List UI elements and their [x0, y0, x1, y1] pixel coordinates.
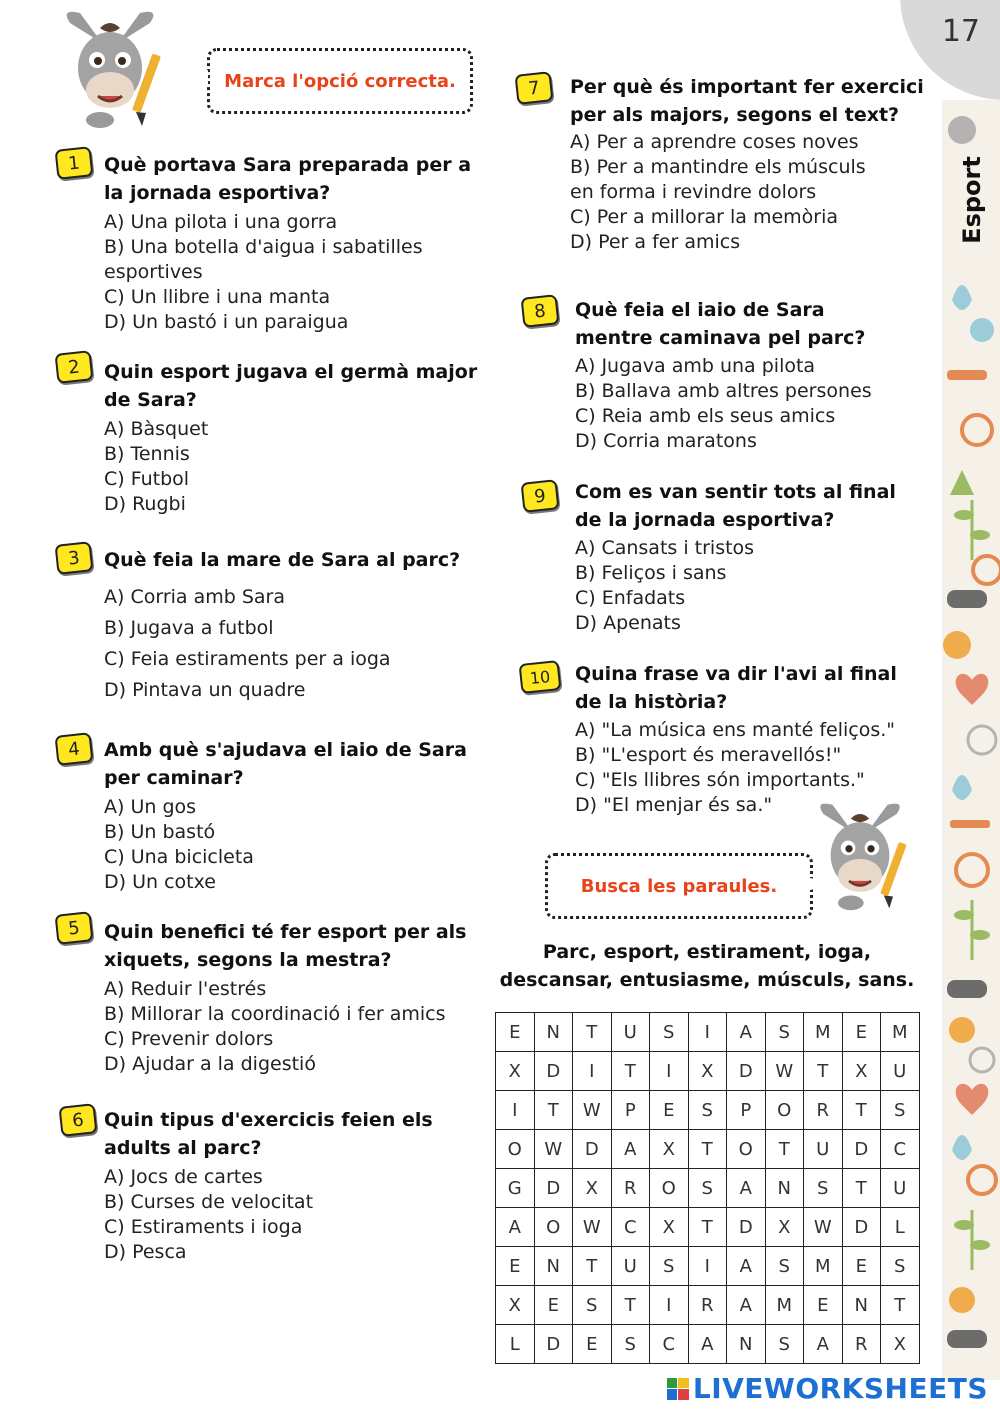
grid-row	[496, 1091, 920, 1130]
option[interactable]: D) Pintava un quadre	[104, 679, 306, 701]
grid-cell[interactable]: T	[688, 1130, 727, 1169]
grid-cell[interactable]: A	[611, 1130, 650, 1169]
grid-row	[496, 1247, 920, 1286]
word-search-grid[interactable]	[495, 1012, 920, 1364]
option[interactable]: D) Ajudar a la digestió	[104, 1053, 316, 1075]
grid-cell[interactable]: M	[804, 1013, 843, 1052]
option[interactable]: C) Enfadats	[575, 587, 686, 609]
grid-cell[interactable]: U	[881, 1169, 920, 1208]
grid-cell[interactable]: T	[688, 1208, 727, 1247]
question-text: Quin esport jugava el germà major de Sara?	[104, 361, 478, 411]
grid-cell[interactable]: O	[765, 1091, 804, 1130]
grid-cell[interactable]: S	[688, 1091, 727, 1130]
grid-cell[interactable]: A	[727, 1286, 766, 1325]
grid-cell[interactable]: O	[534, 1208, 573, 1247]
grid-cell[interactable]: E	[496, 1013, 535, 1052]
option[interactable]: B) Tennis	[104, 443, 190, 465]
grid-cell[interactable]: R	[611, 1169, 650, 1208]
grid-cell[interactable]: U	[611, 1247, 650, 1286]
question-number: 10	[519, 660, 562, 694]
option[interactable]: C) Feia estiraments per a ioga	[104, 648, 391, 670]
question-text: Què feia el iaio de Sara mentre caminava pel parc?	[575, 299, 866, 349]
grid-cell[interactable]: W	[765, 1052, 804, 1091]
options-list	[104, 1165, 313, 1265]
grid-cell[interactable]: U	[804, 1130, 843, 1169]
option[interactable]: C) Per a millorar la memòria	[570, 206, 839, 228]
option[interactable]: D) Rugbi	[104, 493, 186, 515]
question-number: 4	[55, 732, 94, 766]
option[interactable]: B) Millorar la coordinació i fer amics	[104, 1003, 446, 1025]
grid-cell[interactable]: P	[727, 1091, 766, 1130]
grid-cell[interactable]: S	[804, 1169, 843, 1208]
grid-cell[interactable]: M	[804, 1247, 843, 1286]
grid-cell[interactable]: X	[688, 1052, 727, 1091]
instruction-wordsearch-text: Busca les paraules.	[580, 875, 778, 897]
grid-cell[interactable]: M	[881, 1013, 920, 1052]
option[interactable]: B) Un bastó	[104, 821, 216, 843]
grid-cell[interactable]: D	[573, 1130, 612, 1169]
options-list	[104, 977, 446, 1077]
question-text: Què portava Sara preparada per a la jornada esportiva?	[104, 154, 472, 204]
grid-cell[interactable]: T	[881, 1286, 920, 1325]
question-text: Com es van sentir tots al final de la jornada esportiva?	[575, 481, 896, 531]
question-text: Quin tipus d'exercicis feien els adults al parc?	[104, 1109, 433, 1159]
grid-cell[interactable]: X	[765, 1208, 804, 1247]
page-number: 17	[941, 14, 980, 49]
option[interactable]: B) Curses de velocitat	[104, 1191, 314, 1213]
option[interactable]: B) "L'esport és meravellós!"	[575, 744, 842, 766]
grid-cell[interactable]: W	[573, 1208, 612, 1247]
grid-cell[interactable]: A	[496, 1208, 535, 1247]
grid-cell[interactable]: T	[842, 1091, 881, 1130]
options-list	[104, 210, 434, 335]
liveworksheets-logo	[667, 1372, 988, 1405]
grid-cell[interactable]: W	[573, 1091, 612, 1130]
section-label: Esport	[958, 156, 986, 244]
question-number: 3	[55, 541, 94, 575]
question-text: Quina frase va dir l'avi al final de la història?	[575, 663, 897, 713]
option[interactable]: A) Una pilota i una gorra	[104, 211, 338, 233]
option[interactable]: D) Per a fer amics	[570, 231, 741, 253]
grid-cell[interactable]: S	[765, 1013, 804, 1052]
option[interactable]: A) Reduir l'estrés	[104, 978, 267, 1000]
brand-logo-icon	[667, 1378, 689, 1400]
grid-cell[interactable]: E	[496, 1247, 535, 1286]
donkey-mascot-icon	[50, 8, 170, 137]
grid-cell[interactable]: T	[804, 1052, 843, 1091]
options-list	[570, 130, 890, 255]
grid-cell[interactable]: G	[496, 1169, 535, 1208]
grid-cell[interactable]: T	[611, 1052, 650, 1091]
grid-cell[interactable]: D	[534, 1325, 573, 1364]
option[interactable]: D) Corria maratons	[575, 430, 757, 452]
option[interactable]: A) Un gos	[104, 796, 197, 818]
grid-row	[496, 1286, 920, 1325]
grid-cell[interactable]: I	[573, 1052, 612, 1091]
grid-cell[interactable]: S	[688, 1169, 727, 1208]
grid-cell[interactable]: I	[650, 1286, 689, 1325]
option[interactable]: C) Reia amb els seus amics	[575, 405, 836, 427]
question-number: 5	[55, 911, 94, 945]
question-text: Què feia la mare de Sara al parc?	[104, 549, 461, 571]
option[interactable]: B) Feliços i sans	[575, 562, 727, 584]
grid-cell[interactable]: S	[650, 1013, 689, 1052]
option[interactable]: D) Un bastó i un paraigua	[104, 311, 349, 333]
grid-row	[496, 1130, 920, 1169]
options-list	[575, 354, 872, 454]
option[interactable]: B) Ballava amb altres persones	[575, 380, 872, 402]
option[interactable]: B) Jugava a futbol	[104, 617, 274, 639]
grid-cell[interactable]: S	[881, 1247, 920, 1286]
option[interactable]: A) Jugava amb una pilota	[575, 355, 816, 377]
options-list	[104, 795, 254, 895]
option[interactable]: D) "El menjar és sa."	[575, 794, 773, 816]
options-list	[104, 417, 208, 517]
grid-cell[interactable]: X	[650, 1130, 689, 1169]
question-number: 6	[59, 1103, 98, 1137]
option[interactable]: D) Pesca	[104, 1241, 187, 1263]
grid-cell[interactable]: X	[573, 1169, 612, 1208]
grid-cell[interactable]: D	[534, 1169, 573, 1208]
grid-cell[interactable]: E	[573, 1325, 612, 1364]
grid-cell[interactable]: X	[650, 1208, 689, 1247]
option[interactable]: B) Per a mantindre els músculs en forma i revindre dolors	[570, 156, 866, 203]
brand-name: LIVEWORKSHEETS	[692, 1372, 988, 1405]
grid-cell[interactable]: L	[496, 1325, 535, 1364]
question-number: 8	[521, 294, 560, 328]
grid-cell[interactable]: A	[804, 1325, 843, 1364]
question-number: 7	[515, 71, 554, 105]
grid-cell[interactable]: U	[881, 1052, 920, 1091]
grid-cell[interactable]: A	[727, 1247, 766, 1286]
question-text: Quin benefici té fer esport per als xiquets, segons la mestra?	[104, 921, 467, 971]
option[interactable]: D) Un cotxe	[104, 871, 216, 893]
grid-cell[interactable]: T	[573, 1247, 612, 1286]
grid-cell[interactable]: S	[573, 1286, 612, 1325]
question-text: Amb què s'ajudava el iaio de Sara per caminar?	[104, 739, 467, 789]
option[interactable]: C) Un llibre i una manta	[104, 286, 331, 308]
grid-cell[interactable]: A	[727, 1169, 766, 1208]
grid-cell[interactable]: O	[727, 1130, 766, 1169]
word-list: Parc, esport, estirament, ioga, descansar, entusiasme, músculs, sans.	[499, 941, 915, 991]
grid-cell[interactable]: S	[765, 1247, 804, 1286]
grid-cell[interactable]: A	[688, 1325, 727, 1364]
grid-cell[interactable]: M	[765, 1286, 804, 1325]
grid-row	[496, 1325, 920, 1364]
bubble-tail	[168, 70, 208, 86]
grid-cell[interactable]: A	[727, 1013, 766, 1052]
option[interactable]: C) Futbol	[104, 468, 190, 490]
question-number: 9	[521, 479, 560, 513]
grid-cell[interactable]: D	[534, 1052, 573, 1091]
grid-cell[interactable]: S	[650, 1247, 689, 1286]
option[interactable]: D) Apenats	[575, 612, 681, 634]
grid-cell[interactable]: D	[842, 1208, 881, 1247]
grid-cell[interactable]: N	[727, 1325, 766, 1364]
grid-cell[interactable]: T	[765, 1130, 804, 1169]
grid-cell[interactable]: N	[534, 1013, 573, 1052]
grid-cell[interactable]: P	[611, 1091, 650, 1130]
option[interactable]: C) Una bicicleta	[104, 846, 254, 868]
option[interactable]: A) Corria amb Sara	[104, 586, 286, 608]
decorative-side-strip	[942, 100, 1000, 1380]
grid-cell[interactable]: T	[611, 1286, 650, 1325]
grid-cell[interactable]: E	[650, 1091, 689, 1130]
grid-cell[interactable]: I	[650, 1052, 689, 1091]
option[interactable]: C) Prevenir dolors	[104, 1028, 274, 1050]
grid-cell[interactable]: D	[727, 1208, 766, 1247]
instruction-bubble	[207, 48, 473, 114]
grid-cell[interactable]: T	[534, 1091, 573, 1130]
grid-row	[496, 1169, 920, 1208]
grid-cell[interactable]: I	[688, 1013, 727, 1052]
grid-cell[interactable]: T	[842, 1169, 881, 1208]
grid-cell[interactable]: W	[804, 1208, 843, 1247]
grid-cell[interactable]: D	[842, 1130, 881, 1169]
option[interactable]: A) Jocs de cartes	[104, 1166, 263, 1188]
grid-cell[interactable]: X	[842, 1052, 881, 1091]
grid-cell[interactable]: R	[688, 1286, 727, 1325]
grid-cell[interactable]: E	[842, 1247, 881, 1286]
grid-cell[interactable]: N	[765, 1169, 804, 1208]
grid-cell[interactable]: C	[650, 1325, 689, 1364]
grid-cell[interactable]: T	[573, 1013, 612, 1052]
grid-cell[interactable]: R	[804, 1091, 843, 1130]
grid-row	[496, 1052, 920, 1091]
grid-cell[interactable]: U	[611, 1013, 650, 1052]
grid-cell[interactable]: N	[534, 1247, 573, 1286]
grid-cell[interactable]: R	[842, 1325, 881, 1364]
option[interactable]: A) "La música ens manté feliços."	[575, 719, 896, 741]
grid-cell[interactable]: L	[881, 1208, 920, 1247]
grid-cell[interactable]: X	[881, 1325, 920, 1364]
instruction-choose-text: Marca l'opció correcta.	[224, 70, 456, 92]
grid-cell[interactable]: I	[496, 1091, 535, 1130]
grid-cell[interactable]: S	[611, 1325, 650, 1364]
grid-cell[interactable]: E	[804, 1286, 843, 1325]
grid-cell[interactable]: O	[650, 1169, 689, 1208]
grid-cell[interactable]: X	[496, 1052, 535, 1091]
grid-cell[interactable]: O	[496, 1130, 535, 1169]
wordsearch-bubble	[545, 853, 813, 919]
option[interactable]: C) "Els llibres són importants."	[575, 769, 865, 791]
question-number: 1	[55, 146, 94, 180]
question-text: Per què és important fer exercici per als majors, segons el text?	[570, 76, 924, 126]
options-list	[575, 536, 754, 636]
grid-row	[496, 1013, 920, 1052]
grid-row	[496, 1208, 920, 1247]
grid-cell[interactable]: S	[765, 1325, 804, 1364]
grid-cell[interactable]: X	[496, 1286, 535, 1325]
grid-cell[interactable]: S	[881, 1091, 920, 1130]
grid-cell[interactable]: E	[534, 1286, 573, 1325]
option[interactable]: A) Cansats i tristos	[575, 537, 755, 559]
grid-cell[interactable]: I	[688, 1247, 727, 1286]
options-list	[104, 582, 391, 706]
question-number: 2	[55, 350, 94, 384]
grid-cell[interactable]: N	[842, 1286, 881, 1325]
grid-cell[interactable]: W	[534, 1130, 573, 1169]
option[interactable]: B) Una botella d'aigua i sabatilles esportives	[104, 236, 423, 283]
grid-cell[interactable]: D	[727, 1052, 766, 1091]
option[interactable]: A) Bàsquet	[104, 418, 209, 440]
grid-cell[interactable]: C	[611, 1208, 650, 1247]
grid-cell[interactable]: E	[842, 1013, 881, 1052]
option[interactable]: C) Estiraments i ioga	[104, 1216, 303, 1238]
donkey-mascot-icon	[805, 800, 915, 919]
grid-cell[interactable]: C	[881, 1130, 920, 1169]
option[interactable]: A) Per a aprendre coses noves	[570, 131, 859, 153]
